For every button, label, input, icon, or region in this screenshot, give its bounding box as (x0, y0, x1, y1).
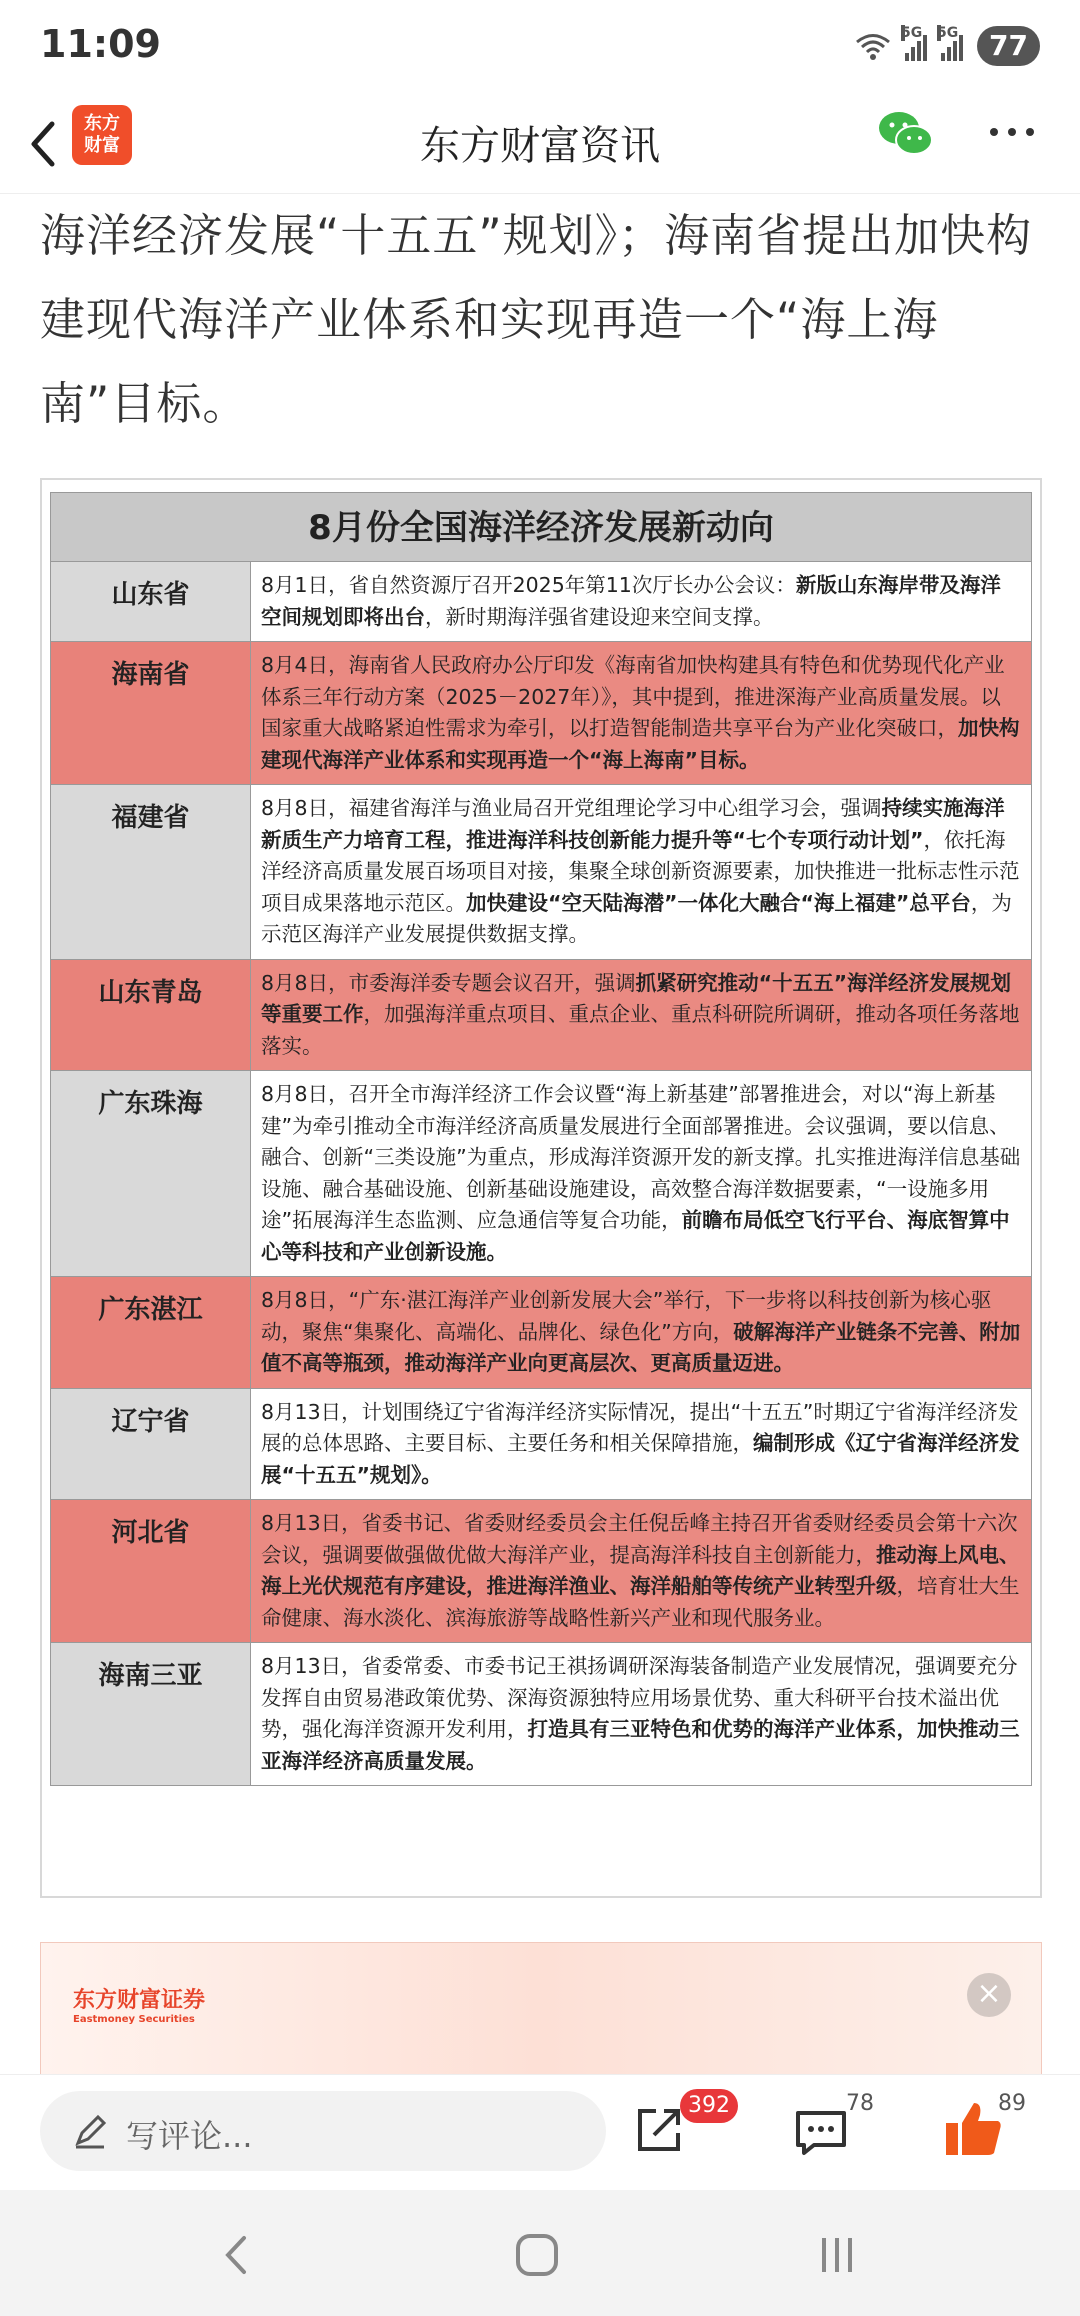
description-text: ，培育壮大生命健康、海水淡化、滨海旅游等战略性新兴产业和现代服务业。 (261, 1574, 1020, 1630)
ad-brand-en: Eastmoney Securities (73, 2014, 195, 2025)
row-description (251, 1071, 1031, 1276)
row-province: 海南省 (51, 642, 251, 784)
description-bold-text: 加快建设“空天陆海潜”一体化大融合“海上福建”总平台 (466, 890, 971, 915)
row-description (251, 1277, 1031, 1388)
thumbs-up-icon[interactable] (944, 2101, 1004, 2157)
nav-home-icon[interactable] (512, 2230, 562, 2280)
description-text: ，为示范区海洋产业发展提供数据支撑。 (261, 890, 1012, 946)
logo-line-2: 财富 (84, 135, 120, 156)
status-time: 11:09 (40, 22, 161, 66)
row-description (251, 1643, 1031, 1785)
description-text: 8月13日，省委书记、省委财经委员会主任倪岳峰主持召开省委财经委员会第十六次会议，强调要做强做优做大海洋产业，提高海洋科技自主创新能力， (261, 1511, 1018, 1567)
action-bar (0, 2074, 1080, 2190)
description-bold-text: 推动海上风电、海上光伏规范有序建设，推进海洋渔业、海洋船舶等传统产业转型升级 (261, 1542, 1020, 1598)
nav-back-icon[interactable] (212, 2230, 262, 2280)
nav-recents-icon[interactable] (812, 2230, 862, 2280)
row-description (251, 785, 1031, 959)
row-description (251, 1389, 1031, 1500)
pen-icon (72, 2113, 108, 2149)
description-text: 8月1日，省自然资源厅召开2025年第11次厅长办公会议： (261, 573, 796, 597)
table-row (50, 1389, 1032, 1501)
share-count-badge: 392 (680, 2089, 738, 2123)
description-text: 8月4日，海南省人民政府办公厅印发《海南省加快构建具有特色和优势现代化产业体系三年行动方案（2025－2027年）》，其中提到，推进深海产业高质量发展。以国家重大战略紧迫性需求为牵引，以打造智能制造共享平台为产业化突破口， (261, 653, 1005, 740)
description-bold-text: 编制形成《辽宁省海洋经济发展“十五五”规划》。 (261, 1431, 1020, 1487)
description-text: ，新时期海洋强省建设迎来空间支撑。 (425, 604, 774, 629)
description-bold-text: 新版山东海岸带及海洋空间规划即将出台 (261, 573, 1001, 629)
table-body (50, 562, 1032, 1786)
row-province: 广东湛江 (51, 1277, 251, 1388)
page-title: 东方财富资讯 (420, 123, 660, 169)
description-text: 8月8日，福建省海洋与渔业局召开党组理论学习中心组学习会，强调 (261, 796, 882, 820)
description-bold-text: 持续实施海洋新质生产力培育工程，推进海洋科技创新能力提升等“七个专项行动计划” (261, 796, 1005, 852)
row-province: 河北省 (51, 1500, 251, 1642)
description-text: 8月13日，省委常委、市委书记王祺扬调研深海装备制造产业发展情况，强调要充分发挥自由贸易港政策优势、深海资源独特应用场景优势、重大科研平台技术溢出优势，强化海洋资源开发利用， (261, 1654, 1018, 1741)
description-bold-text: 破解海洋产业链条不完善、附加值不高等瓶颈，推动海洋产业向更高层次、更高质量迈进。 (261, 1319, 1021, 1375)
app-header (0, 96, 1080, 194)
table-row (50, 1277, 1032, 1389)
row-description (251, 960, 1031, 1071)
ad-brand: 东方财富证券 (73, 1988, 206, 2013)
signal-icon-2 (937, 25, 963, 61)
wechat-share-icon[interactable] (876, 108, 936, 160)
description-text: ，加强海洋重点项目、重点企业、重点科研院所调研，推动各项任务落地落实。 (261, 1002, 1020, 1058)
ad-banner[interactable] (40, 1942, 1042, 2074)
row-province: 海南三亚 (51, 1643, 251, 1785)
wifi-icon (855, 31, 891, 61)
description-bold-text: 前瞻布局低空飞行平台、海底智算中心等科技和产业创新设施。 (261, 1208, 1010, 1264)
description-text: 8月13日，计划围绕辽宁省海洋经济实际情况，提出“十五五”时期辽宁省海洋经济发展的总体思路、主要目标、主要任务和相关保障措施， (261, 1399, 1019, 1455)
table-row (50, 1071, 1032, 1277)
row-description (251, 1500, 1031, 1642)
status-bar (0, 0, 1080, 96)
table-row (50, 562, 1032, 642)
row-province: 广东珠海 (51, 1071, 251, 1276)
description-bold-text: 抓紧研究推动“十五五”海洋经济发展规划等重要工作 (261, 970, 1012, 1026)
signal-icon (901, 25, 927, 61)
row-province: 山东青岛 (51, 960, 251, 1071)
share-icon[interactable] (634, 2105, 684, 2155)
comment-count: 78 (846, 2091, 874, 2116)
ad-close-icon[interactable]: × (967, 1973, 1011, 2017)
more-options-icon[interactable] (982, 112, 1042, 152)
comment-icon[interactable] (794, 2109, 848, 2157)
description-text: 8月8日，“广东·湛江海洋产业创新发展大会”举行，下一步将以科技创新为核心驱动，聚焦“集聚化、高端化、品牌化、绿色化”方向， (261, 1288, 992, 1344)
table-row (50, 960, 1032, 1072)
comment-placeholder: 写评论... (126, 2117, 253, 2155)
description-bold-text: 打造具有三亚特色和优势的海洋产业体系，加快推动三亚海洋经济高质量发展。 (261, 1717, 1020, 1773)
row-province: 辽宁省 (51, 1389, 251, 1500)
like-count: 89 (998, 2091, 1026, 2116)
article-paragraph: 海洋经济发展“十五五”规划》；海南省提出加快构建现代海洋产业体系和实现再造一个“海上海南”目标。 (40, 209, 1033, 430)
status-icons (855, 26, 1040, 66)
comment-input[interactable] (40, 2091, 606, 2171)
row-description (251, 642, 1031, 784)
ad-brand-logo (73, 1983, 205, 2025)
logo-line-1: 东方 (84, 113, 120, 134)
table-row (50, 785, 1032, 960)
signal-label-2: 5G (937, 25, 959, 41)
table-row (50, 1643, 1032, 1786)
battery-indicator: 77 (977, 26, 1040, 66)
signal-label: 5G (901, 25, 923, 41)
row-description (251, 562, 1031, 641)
news-table (40, 478, 1042, 1898)
description-text: ，依托海洋经济高质量发展百场项目对接，集聚全球创新资源要素，加快推进一批标志性示范项目成果落地示范区。 (261, 827, 1020, 915)
table-row (50, 642, 1032, 785)
system-nav-bar (0, 2190, 1080, 2316)
description-bold-text: 加快构建现代海洋产业体系和实现再造一个“海上海南”目标。 (261, 716, 1020, 772)
table-row (50, 1500, 1032, 1643)
description-text: 8月8日，召开全市海洋经济工作会议暨“海上新基建”部署推进会，对以“海上新基建”为牵引推动全市海洋经济高质量发展进行全面部署推进。会议强调，要以信息、融合、创新“三类设施”为重点，形成海洋资源开发的新支撑。扎实推进海洋信息基础设施、融合基础设施、创新基础设施建设，高效整合海洋数据要素，“一设施多用途”拓展海洋生态监测、应急通信等复合功能， (261, 1082, 1021, 1232)
description-text: 8月8日，市委海洋委专题会议召开，强调 (261, 970, 636, 995)
row-province: 福建省 (51, 785, 251, 959)
table-title: 8月份全国海洋经济发展新动向 (50, 492, 1032, 562)
row-province: 山东省 (51, 562, 251, 641)
